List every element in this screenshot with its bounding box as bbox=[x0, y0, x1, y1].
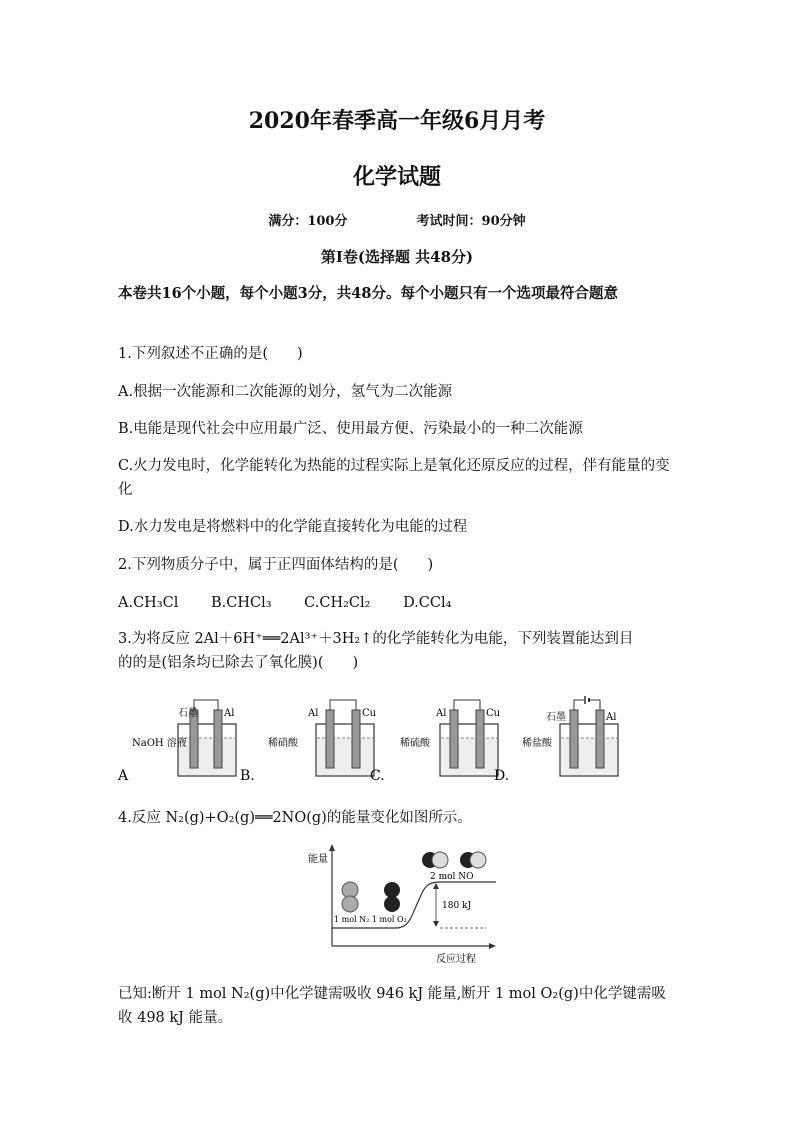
device-b-solution: 稀硝酸 bbox=[268, 738, 298, 749]
q3-stem-line2: 的的是(铝条均已除去了氧化膜)( ) bbox=[118, 655, 359, 671]
device-d-solution: 稀盐酸 bbox=[522, 738, 552, 749]
device-c-letter: C. bbox=[370, 768, 385, 784]
q4-known-line1: 已知:断开 1 mol N₂(g)中化学键需吸收 946 kJ 能量,断开 1 mol O₂(g)中化学键需吸 bbox=[118, 986, 666, 1002]
device-b-right-electrode: Cu bbox=[362, 708, 377, 719]
device-d-right-electrode: Al bbox=[606, 712, 617, 723]
q1-stem: 1.下列叙述不正确的是( ) bbox=[118, 346, 303, 362]
q2-stem: 2.下列物质分子中，属于正四面体结构的是( ) bbox=[118, 557, 434, 573]
q1-option-b: B.电能是现代社会中应用最广泛、使用最方便、污染最小的一种二次能源 bbox=[118, 421, 583, 437]
device-a-letter: A bbox=[118, 768, 129, 784]
q2-option-c: C.CH₂Cl₂ bbox=[304, 595, 371, 611]
q1-option-a: A.根据一次能源和二次能源的划分，氢气为二次能源 bbox=[118, 384, 453, 400]
product-label: 2 mol NO bbox=[430, 872, 474, 882]
exam-meta bbox=[0, 210, 794, 229]
reactants-label: 1 mol N₂ 1 mol O₂ bbox=[334, 915, 407, 924]
q4-stem: 4.反应 N₂(g)+O₂(g)══2NO(g)的能量变化如图所示。 bbox=[118, 810, 472, 826]
x-axis-label: 反应过程 bbox=[436, 954, 476, 965]
no-molecule-icon bbox=[422, 852, 486, 868]
device-a-right-electrode: Al bbox=[224, 708, 235, 719]
q2-option-d: D.CCl₄ bbox=[403, 595, 452, 611]
q3-devices-figure bbox=[118, 696, 678, 786]
q1-option-c: C.火力发电时，化学能转化为热能的过程实际上是氧化还原反应的过程，伴有能量的变化 bbox=[118, 458, 670, 498]
device-c-solution: 稀硫酸 bbox=[400, 738, 430, 749]
exam-title: 2020年春季高一年级6月月考 bbox=[248, 108, 546, 134]
device-c-right-electrode: Cu bbox=[486, 708, 501, 719]
device-a-solution: NaOH 溶液 bbox=[132, 738, 187, 749]
q2-option-a: A.CH₃Cl bbox=[118, 595, 179, 611]
device-b-letter: B. bbox=[240, 768, 255, 784]
device-d-left-electrode: 石墨 bbox=[546, 712, 566, 723]
device-d bbox=[494, 696, 618, 784]
q2-options bbox=[118, 591, 678, 615]
instructions: 本卷共16个小题，每个小题3分，共48分。每个小题只有一个选项最符合题意 bbox=[118, 285, 618, 302]
device-b bbox=[240, 700, 377, 784]
q3-stem-line1: 3.为将反应 2Al＋6H⁺══2Al³⁺＋3H₂↑的化学能转化为电能，下列装置能达到目 bbox=[118, 631, 634, 647]
score-info: 满分：100分 bbox=[268, 214, 348, 229]
device-c bbox=[370, 700, 501, 784]
q1-option-d: D.水力发电是将燃料中的化学能直接转化为电能的过程 bbox=[118, 519, 468, 535]
device-d-letter: D. bbox=[494, 768, 510, 784]
y-axis-label: 能量 bbox=[308, 854, 328, 865]
n2-molecule-icon bbox=[342, 882, 358, 912]
o2-molecule-icon bbox=[384, 882, 400, 912]
delta-h-label: 180 kJ bbox=[442, 901, 472, 911]
q4-energy-diagram bbox=[300, 842, 520, 968]
q4-known-line2: 收 498 kJ 能量。 bbox=[118, 1010, 233, 1026]
subject-title: 化学试题 bbox=[352, 164, 441, 190]
device-c-left-electrode: Al bbox=[436, 708, 447, 719]
device-b-left-electrode: Al bbox=[308, 708, 319, 719]
section-title: 第Ⅰ卷(选择题 共48分) bbox=[320, 248, 474, 266]
q2-option-b: B.CHCl₃ bbox=[210, 595, 272, 611]
device-a bbox=[118, 700, 236, 784]
time-info: 考试时间：90分钟 bbox=[416, 214, 526, 229]
device-a-left-electrode: 石墨 bbox=[178, 708, 198, 719]
